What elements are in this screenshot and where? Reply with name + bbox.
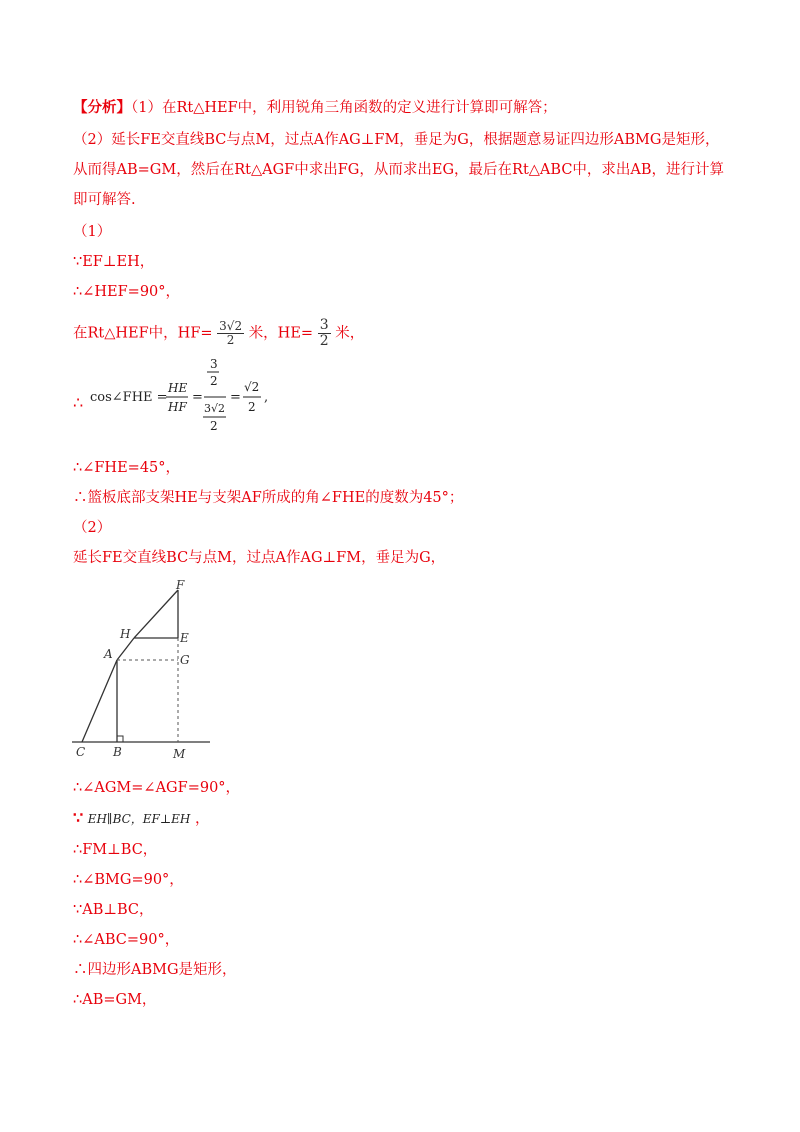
condition-expr: EH∥BC，EF⊥EH (87, 812, 191, 826)
cos-f3-num: √2 (244, 380, 260, 394)
cos-equation (88, 356, 288, 442)
cos-f2-num-num: 3 (210, 357, 218, 371)
part2-step-4: ∴FM⊥BC， (73, 842, 158, 858)
part2-step-7: ∴∠ABC=90°， (73, 932, 180, 948)
analysis-line-2: （2）延长FE交直线BC与点M，过点A作AG⊥FM，垂足为G，根据题意易证四边形ABMG是矩形，从而得AB=GM，然后在Rt△AGF中求出FG，从而求出EG，最后在Rt△ABC中，求出AB，进行计算即可解答. (73, 132, 725, 208)
part2-step-3 (73, 808, 210, 829)
part2-step-1: 延长FE交直线BC与点M，过点A作AG⊥FM，垂足为G， (73, 550, 446, 566)
cos-equation-svg (88, 356, 288, 438)
part1-step-1: ∵EF⊥EH， (73, 254, 155, 270)
segment-ca (82, 660, 117, 742)
part2-step-2: ∴∠AGM=∠AGF=90°， (73, 780, 241, 796)
right-angle-mark (117, 736, 123, 742)
hf-prefix: 在Rt△HEF中，HF= (73, 325, 213, 342)
analysis-label: 【分析】 (73, 99, 131, 116)
part2-step-8: ∴四边形ABMG是矩形， (73, 962, 237, 978)
hf-num: 3√2 (219, 319, 243, 333)
part2-label: （2） (73, 520, 112, 536)
part2-step-9: ∴AB=GM， (73, 992, 157, 1008)
part1-step-2: ∴∠HEF=90°， (73, 284, 181, 300)
segment-ah (117, 638, 134, 660)
cos-f1-den: HF (168, 400, 187, 414)
hf-den: 2 (226, 333, 235, 347)
analysis-line-1 (73, 98, 557, 118)
label-m: M (173, 747, 186, 761)
he-fraction (318, 318, 331, 349)
hf-fraction (217, 320, 244, 347)
label-b: B (113, 745, 122, 759)
cos-f3-den: 2 (248, 400, 256, 414)
part2-step-6: ∵AB⊥BC， (73, 902, 154, 918)
because-mark: ∵ (73, 808, 84, 827)
he-den: 2 (319, 333, 329, 349)
cos-f2-num-den: 2 (210, 374, 218, 388)
cos-eq-1: = (192, 390, 203, 405)
label-g: G (180, 653, 190, 667)
he-num: 3 (319, 317, 329, 333)
cos-f2-den-den: 2 (210, 419, 218, 433)
label-h: H (120, 627, 131, 641)
he-prefix: 米，HE= (248, 325, 314, 342)
cos-comma: , (264, 390, 269, 405)
condition-tail: ， (195, 811, 210, 827)
part1-label: （1） (73, 224, 112, 240)
part1-step-3 (73, 318, 364, 349)
label-e: E (180, 631, 189, 645)
part1-step-5: ∴∠FHE=45°， (73, 460, 181, 476)
he-suffix: 米， (335, 325, 365, 342)
part2-step-5: ∴∠BMG=90°， (73, 872, 184, 888)
part1-step-6: ∴篮板底部支架HE与支架AF所成的角∠FHE的度数为45°； (73, 490, 464, 506)
analysis-text-1: （1）在Rt△HEF中，利用锐角三角函数的定义进行计算即可解答； (131, 100, 557, 116)
cos-eq-2: = (230, 390, 241, 405)
label-c: C (76, 745, 86, 759)
cos-f1-num: HE (168, 381, 188, 395)
cos-f2-den-num: 3√2 (204, 402, 226, 415)
cos-lead: ∴ (73, 393, 84, 412)
label-a: A (104, 647, 113, 661)
label-f: F (176, 578, 185, 592)
cos-expr: cos∠FHE = (90, 390, 168, 405)
geometry-figure (72, 578, 222, 763)
segment-hf (134, 590, 178, 638)
